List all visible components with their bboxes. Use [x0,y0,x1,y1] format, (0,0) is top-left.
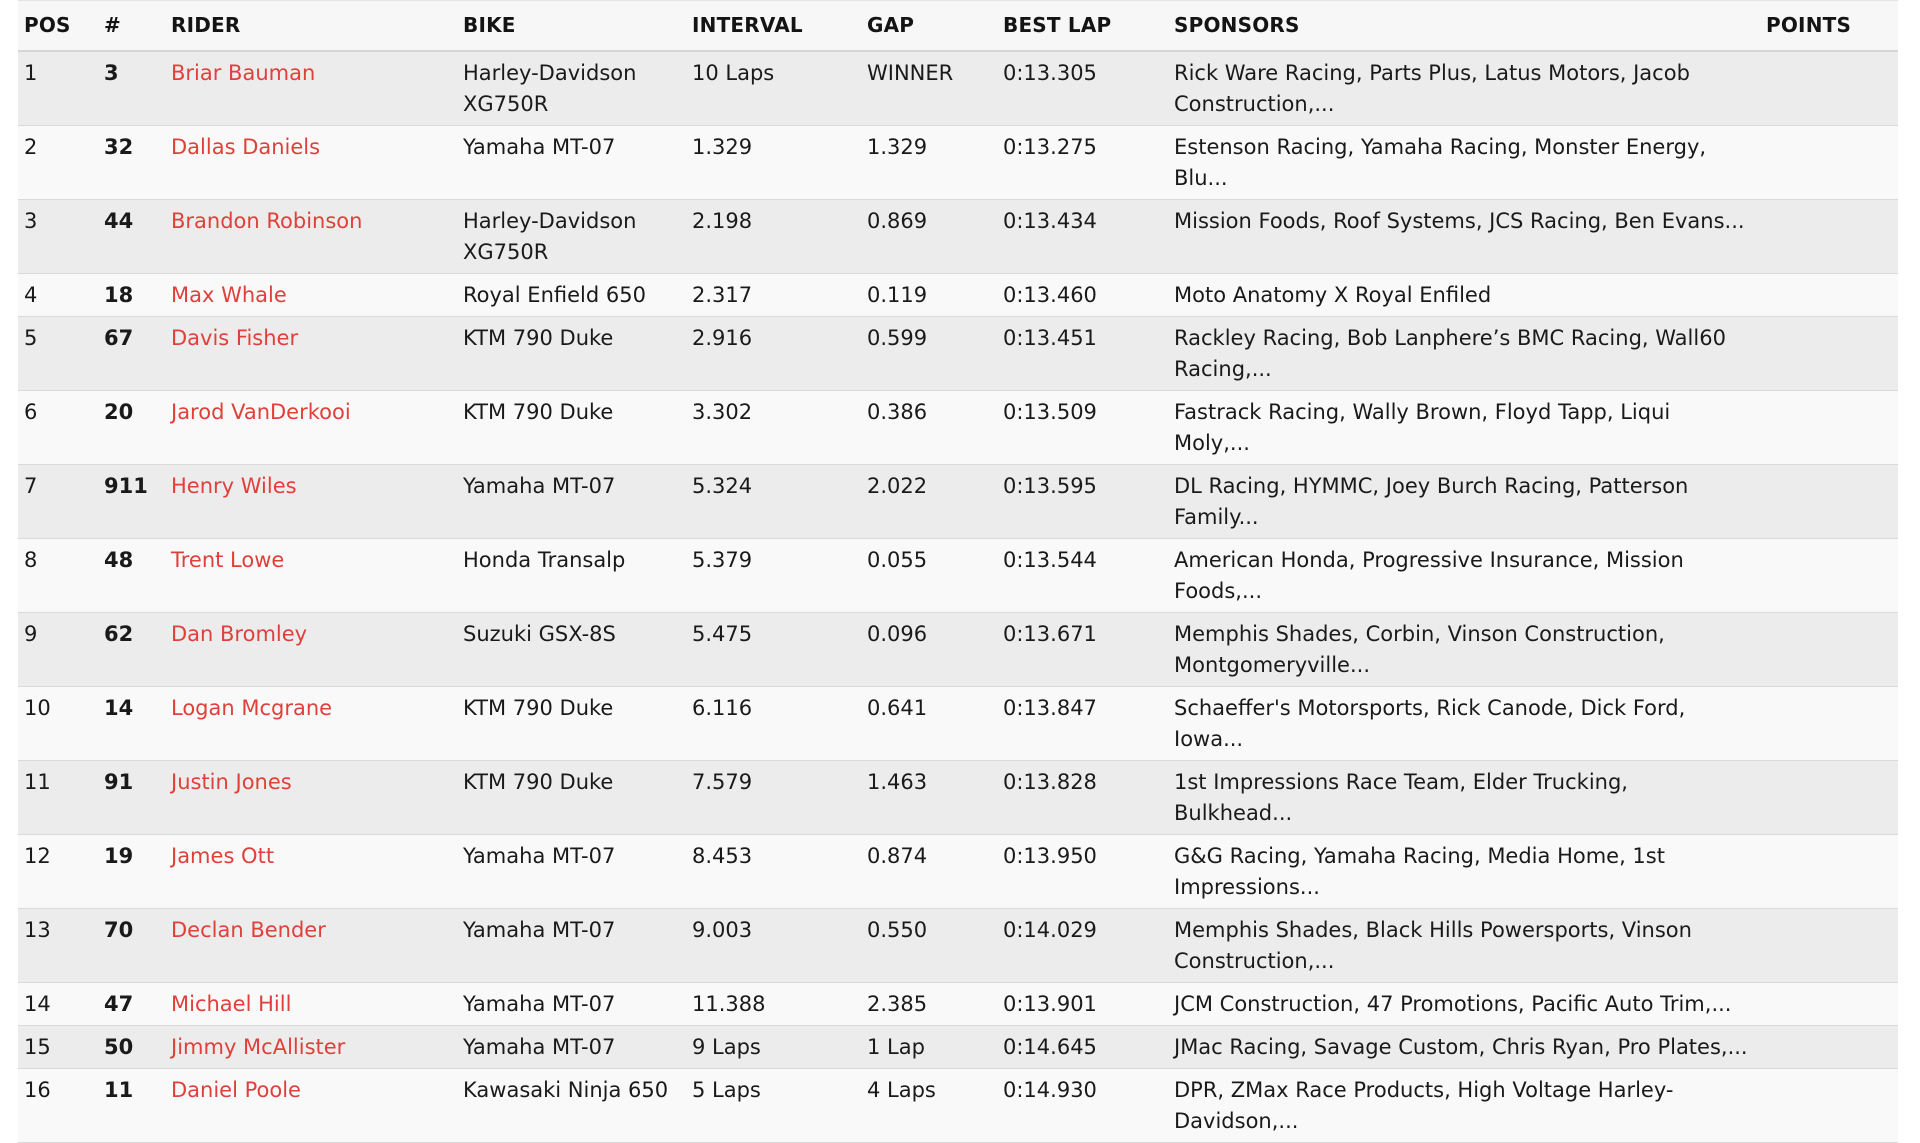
header-best-lap[interactable]: BEST LAP [997,1,1168,51]
cell-pos: 4 [18,273,98,316]
cell-pos: 2 [18,125,98,199]
cell-interval: 5.324 [686,464,861,538]
cell-bike: Suzuki GSX-8S [457,612,686,686]
cell-sponsors: 1st Impressions Race Team, Elder Trucking, Bulkhead... [1168,760,1760,834]
cell-points [1760,1025,1898,1068]
header-gap[interactable]: GAP [861,1,997,51]
cell-interval: 11.388 [686,982,861,1025]
cell-interval: 6.116 [686,686,861,760]
cell-rider [165,538,457,612]
cell-number: 50 [98,1025,165,1068]
cell-gap: 0.119 [861,273,997,316]
rider-link[interactable]: Logan Mcgrane [171,695,333,720]
table-row [18,760,1898,834]
rider-link[interactable]: Max Whale [171,282,287,307]
cell-number: 19 [98,834,165,908]
table-row [18,125,1898,199]
cell-sponsors: Mission Foods, Roof Systems, JCS Racing, Ben Evans... [1168,199,1760,273]
rider-link[interactable]: Daniel Poole [171,1077,301,1102]
cell-points [1760,1068,1898,1142]
cell-interval: 5.379 [686,538,861,612]
rider-link[interactable]: Dan Bromley [171,621,308,646]
cell-number: 20 [98,390,165,464]
cell-bike: KTM 790 Duke [457,760,686,834]
table-row [18,612,1898,686]
cell-rider [165,834,457,908]
cell-pos: 6 [18,390,98,464]
cell-best-lap: 0:13.671 [997,612,1168,686]
race-results-table [18,0,1898,1143]
cell-pos: 12 [18,834,98,908]
cell-points [1760,538,1898,612]
cell-interval: 7.579 [686,760,861,834]
table-row [18,1025,1898,1068]
rider-link[interactable]: Dallas Daniels [171,134,321,159]
cell-rider [165,908,457,982]
header-bike[interactable]: BIKE [457,1,686,51]
cell-number: 70 [98,908,165,982]
cell-pos: 9 [18,612,98,686]
table-row [18,538,1898,612]
cell-bike: Harley-Davidson XG750R [457,51,686,126]
cell-sponsors: Memphis Shades, Black Hills Powersports, Vinson Construction,... [1168,908,1760,982]
rider-link[interactable]: Davis Fisher [171,325,299,350]
cell-sponsors: Estenson Racing, Yamaha Racing, Monster Energy, Blu... [1168,125,1760,199]
cell-number: 62 [98,612,165,686]
rider-link[interactable]: Declan Bender [171,917,326,942]
cell-interval: 10 Laps [686,51,861,126]
cell-gap: 0.874 [861,834,997,908]
cell-gap: 4 Laps [861,1068,997,1142]
cell-sponsors: JCM Construction, 47 Promotions, Pacific Auto Trim,... [1168,982,1760,1025]
cell-best-lap: 0:13.950 [997,834,1168,908]
cell-best-lap: 0:13.509 [997,390,1168,464]
cell-number: 67 [98,316,165,390]
header-number[interactable]: # [98,1,165,51]
cell-sponsors: Moto Anatomy X Royal Enfiled [1168,273,1760,316]
cell-number: 3 [98,51,165,126]
cell-rider [165,760,457,834]
cell-best-lap: 0:13.901 [997,982,1168,1025]
cell-rider [165,199,457,273]
cell-best-lap: 0:13.828 [997,760,1168,834]
rider-link[interactable]: Jimmy McAllister [171,1034,346,1059]
rider-link[interactable]: Jarod VanDerkooi [171,399,351,424]
cell-sponsors: DPR, ZMax Race Products, High Voltage Harley-Davidson,... [1168,1068,1760,1142]
cell-bike: Yamaha MT-07 [457,908,686,982]
table-row [18,273,1898,316]
cell-number: 911 [98,464,165,538]
table-row [18,982,1898,1025]
cell-number: 44 [98,199,165,273]
cell-best-lap: 0:13.847 [997,686,1168,760]
cell-sponsors: Schaeffer's Motorsports, Rick Canode, Dick Ford, Iowa... [1168,686,1760,760]
table-header-row [18,1,1898,51]
cell-pos: 5 [18,316,98,390]
table-row [18,316,1898,390]
cell-number: 48 [98,538,165,612]
table-row [18,199,1898,273]
results-table-container [18,0,1898,1133]
cell-points [1760,982,1898,1025]
cell-gap: 1.329 [861,125,997,199]
table-row [18,834,1898,908]
cell-rider [165,686,457,760]
cell-rider [165,51,457,126]
table-row [18,390,1898,464]
cell-rider [165,316,457,390]
cell-points [1760,273,1898,316]
cell-sponsors: JMac Racing, Savage Custom, Chris Ryan, Pro Plates,... [1168,1025,1760,1068]
cell-gap: 0.550 [861,908,997,982]
cell-bike: KTM 790 Duke [457,316,686,390]
cell-best-lap: 0:13.451 [997,316,1168,390]
cell-gap: WINNER [861,51,997,126]
cell-gap: 0.869 [861,199,997,273]
cell-gap: 1 Lap [861,1025,997,1068]
cell-pos: 13 [18,908,98,982]
cell-points [1760,760,1898,834]
cell-pos: 11 [18,760,98,834]
cell-pos: 1 [18,51,98,126]
cell-pos: 10 [18,686,98,760]
cell-number: 18 [98,273,165,316]
cell-rider [165,1068,457,1142]
cell-number: 91 [98,760,165,834]
cell-best-lap: 0:13.460 [997,273,1168,316]
cell-gap: 0.386 [861,390,997,464]
cell-bike: Royal Enfield 650 [457,273,686,316]
table-row [18,686,1898,760]
header-rider[interactable]: RIDER [165,1,457,51]
cell-bike: KTM 790 Duke [457,390,686,464]
cell-number: 14 [98,686,165,760]
cell-bike: Honda Transalp [457,538,686,612]
cell-best-lap: 0:13.305 [997,51,1168,126]
cell-interval: 1.329 [686,125,861,199]
cell-bike: Harley-Davidson XG750R [457,199,686,273]
cell-points [1760,686,1898,760]
cell-sponsors: Fastrack Racing, Wally Brown, Floyd Tapp, Liqui Moly,... [1168,390,1760,464]
cell-number: 11 [98,1068,165,1142]
header-pos[interactable]: POS [18,1,98,51]
cell-pos: 3 [18,199,98,273]
rider-link[interactable]: Trent Lowe [171,547,285,572]
cell-gap: 2.385 [861,982,997,1025]
header-interval[interactable]: INTERVAL [686,1,861,51]
cell-points [1760,199,1898,273]
cell-gap: 0.096 [861,612,997,686]
header-points[interactable]: POINTS [1760,1,1898,51]
cell-points [1760,125,1898,199]
cell-gap: 1.463 [861,760,997,834]
cell-best-lap: 0:14.029 [997,908,1168,982]
cell-best-lap: 0:14.645 [997,1025,1168,1068]
cell-sponsors: American Honda, Progressive Insurance, Mission Foods,... [1168,538,1760,612]
table-row [18,908,1898,982]
rider-link[interactable]: Briar Bauman [171,60,316,85]
cell-points [1760,51,1898,126]
cell-interval: 9.003 [686,908,861,982]
cell-bike: KTM 790 Duke [457,686,686,760]
cell-rider [165,982,457,1025]
cell-rider [165,390,457,464]
cell-points [1760,834,1898,908]
table-row [18,464,1898,538]
cell-best-lap: 0:13.544 [997,538,1168,612]
cell-best-lap: 0:14.930 [997,1068,1168,1142]
cell-bike: Yamaha MT-07 [457,834,686,908]
cell-pos: 14 [18,982,98,1025]
cell-interval: 2.198 [686,199,861,273]
cell-points [1760,612,1898,686]
cell-gap: 0.599 [861,316,997,390]
cell-pos: 8 [18,538,98,612]
cell-interval: 2.916 [686,316,861,390]
rider-link[interactable]: James Ott [171,843,275,868]
cell-interval: 2.317 [686,273,861,316]
rider-link[interactable]: Brandon Robinson [171,208,363,233]
cell-sponsors: Memphis Shades, Corbin, Vinson Construction, Montgomeryville... [1168,612,1760,686]
cell-interval: 5.475 [686,612,861,686]
cell-bike: Kawasaki Ninja 650 [457,1068,686,1142]
cell-sponsors: Rackley Racing, Bob Lanphere’s BMC Racing, Wall60 Racing,... [1168,316,1760,390]
cell-bike: Yamaha MT-07 [457,982,686,1025]
cell-interval: 5 Laps [686,1068,861,1142]
cell-rider [165,612,457,686]
cell-points [1760,464,1898,538]
header-sponsors[interactable]: SPONSORS [1168,1,1760,51]
cell-number: 32 [98,125,165,199]
cell-gap: 2.022 [861,464,997,538]
cell-number: 47 [98,982,165,1025]
results-body [18,51,1898,1143]
cell-interval: 9 Laps [686,1025,861,1068]
rider-link[interactable]: Michael Hill [171,991,292,1016]
cell-sponsors: DL Racing, HYMMC, Joey Burch Racing, Patterson Family... [1168,464,1760,538]
cell-rider [165,1025,457,1068]
cell-pos: 15 [18,1025,98,1068]
cell-pos: 16 [18,1068,98,1142]
cell-bike: Yamaha MT-07 [457,464,686,538]
cell-best-lap: 0:13.434 [997,199,1168,273]
cell-bike: Yamaha MT-07 [457,125,686,199]
cell-interval: 8.453 [686,834,861,908]
cell-points [1760,908,1898,982]
cell-interval: 3.302 [686,390,861,464]
cell-points [1760,390,1898,464]
cell-gap: 0.641 [861,686,997,760]
cell-sponsors: Rick Ware Racing, Parts Plus, Latus Motors, Jacob Construction,... [1168,51,1760,126]
cell-bike: Yamaha MT-07 [457,1025,686,1068]
cell-rider [165,273,457,316]
rider-link[interactable]: Justin Jones [171,769,292,794]
cell-gap: 0.055 [861,538,997,612]
rider-link[interactable]: Henry Wiles [171,473,297,498]
table-row [18,51,1898,126]
cell-points [1760,316,1898,390]
cell-best-lap: 0:13.595 [997,464,1168,538]
cell-best-lap: 0:13.275 [997,125,1168,199]
cell-rider [165,125,457,199]
cell-pos: 7 [18,464,98,538]
cell-rider [165,464,457,538]
table-row [18,1068,1898,1142]
cell-sponsors: G&G Racing, Yamaha Racing, Media Home, 1st Impressions... [1168,834,1760,908]
